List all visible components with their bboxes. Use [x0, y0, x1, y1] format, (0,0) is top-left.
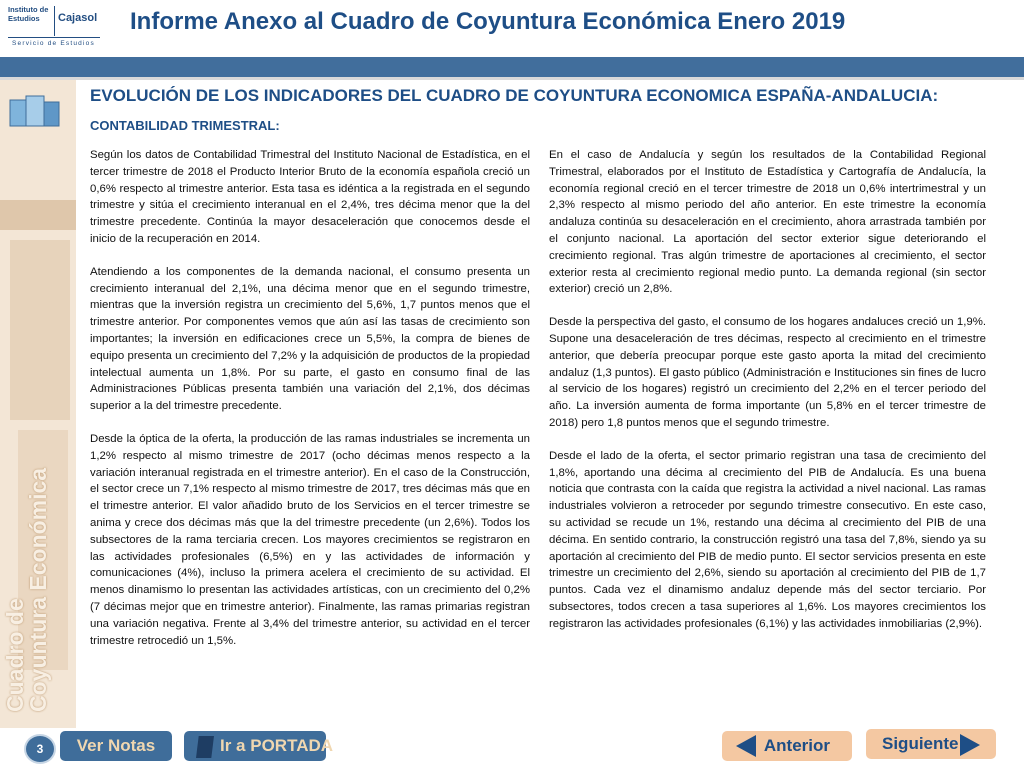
- page-number-badge: 3: [24, 734, 56, 764]
- sidebar-decoration: [0, 200, 76, 230]
- paragraph: En el caso de Andalucía y según los resultados de la Contabilidad Regional Trimestral, elaborados por el Instituto de Estadística y Cartografía de Andalucía, la economía regional creció en el tercer trimestre de 2018 un 0,6% intertrimestral y un 2,3% respecto al mismo periodo del año anterior. En este trimestre la economía andaluza continúa su desaceleración en el crecimiento, ahora arrastrada también por el conjunto nacional. La aportación del sector exterior sigue deteriorando el crecimiento regional. Tras algún trimestre de aportaciones al crecimiento, el sector exterior resta al crecimiento regional medio punto. La demanda regional (sin sector exterior) creció un 2,8%.: [549, 149, 986, 296]
- paragraph: Desde la óptica de la oferta, la producción de las ramas industriales se incrementa un 1,2% respecto al mismo trimestre de 2017 (ocho décimas menos respecto a la variación interanual registrada en el trimestre anterior). En el caso de la Construcción, el sector crece un 7,1% respecto al mismo trimestre de 2017, tres décimas más que en el trimestre anterior. El valor añadido bruto de los Servicios en el tercer trimestre se anima y crece dos décimas más que la del trimestre precedente (un 2,6%). Todos los subsectores de la rama terciaria crecen. Los mayores crecimientos se registraron en las actividades profesionales (6,5%) en y las actividades de información y comunicaciones (4%), incluso la primera acelera el crecimiento de su actividad. El menos dinamismo lo presentan las actividades artísticas, con un crecimiento del 0,2% (7 décimas mejor que en trimestre anterior). Finalmente, las ramas primarias registran una variación negativa. Frente al 3,4% del trimestre anterior, su actividad en el tercer trimestre retrocedió un 1,5%.: [90, 432, 531, 647]
- paragraph: Según los datos de Contabilidad Trimestral del Instituto Nacional de Estadística, en el tercer trimestre de 2018 el Producto Interior Bruto de la economía española creció un 0,6% respecto al trimestre anterior. Esta tasa es idéntica a la registrada en el segundo trimestre y sitúa el crecimiento interanual en el 2,4%, tres décima menor que la del trimestre precedente. Continúa la mayor desaceleración que conocemos desde el inicio de la recuperación en 2014.: [90, 149, 530, 245]
- section-subheading: CONTABILIDAD TRIMESTRAL:: [90, 118, 280, 133]
- logo-brand-text: Cajasol: [58, 12, 98, 24]
- ir-portada-label: Ir a PORTADA: [220, 736, 334, 755]
- books-icon: [8, 90, 62, 130]
- sidebar-vertical-line2: Coyuntura Económica: [25, 467, 51, 712]
- arrow-right-icon: [960, 734, 980, 756]
- section-heading: EVOLUCIÓN DE LOS INDICADORES DEL CUADRO DE COYUNTURA ECONOMICA ESPAÑA-ANDALUCIA:: [90, 86, 939, 105]
- paragraph: Desde la perspectiva del gasto, el consumo de los hogares andaluces creció un 1,9%. Supone una desaceleración de tres décimas, respecto al crecimiento en el trimestre anterior, que debería preocupar porque este gasto aporta la mitad del crecimiento andaluz (1,3 puntos). El gasto público (Administración e Instituciones sin fines de lucro al servicio de los hogares) registró un crecimiento del 2,2% en el tercer periodo del año. La inversión aumenta de forma importante (un 5,8% en el tercer trimestre de 2018) pero 1,8 puntos menos que el segundo trimestre.: [549, 316, 986, 429]
- siguiente-label: Siguiente: [882, 734, 959, 753]
- page-title: Informe Anexo al Cuadro de Coyuntura Económica Enero 2019: [130, 8, 846, 35]
- right-column: [549, 147, 986, 649]
- paragraph: Desde el lado de la oferta, el sector primario registran una tasa de crecimiento del 1,8%, aportando una décima al crecimiento del PIB de Andalucía. Es una buena noticia que contrasta con la caída que registra la actividad a nivel nacional. Las ramas industriales volvieron a retroceder por segundo trimestre consecutivo. En este caso, su actividad se recude un 1%, restando una décima al crecimiento del PIB de una décima. En sentido contrario, la construcción registró una tasa del 7,8%, siendo ya su aportación al crecimiento del PIB de medio punto. El sector servicios presenta en este trimestre un crecimiento del 2,6%, siendo su aportación al crecimiento del PIB de 1,7 puntos. Cada vez el dinamismo andaluz depende más del sector terciario. Por subsectores, todos crecen a tasa superiores al 1,6%. Los mayores crecimientos los registraron las actividades profesionales (6,1%) y las actividades inmobiliarias (2,9%).: [549, 449, 986, 630]
- header-bar: [0, 57, 1024, 77]
- bookmark-icon: [196, 736, 214, 758]
- logo: [8, 6, 100, 50]
- anterior-label: Anterior: [763, 736, 830, 755]
- logo-brand: [58, 12, 97, 24]
- sidebar-vertical-line1: Cuadro de: [2, 598, 28, 712]
- paragraph: Atendiendo a los componentes de la demanda nacional, el consumo presenta un crecimiento interanual del 2,1%, una décima menor que en el segundo trimestre, mientras que la inversión registra un crecimiento del 5,6%, 1,7 puntos menos que el trimestre anterior. Por componentes vemos que aún así las tasas de crecimiento son importantes; la inversión en edificaciones crece un 5,5%, la compra de bienes de equipo presenta un crecimiento del 7,2% y la adquisición de productos de la propiedad intelectual aumenta un 1,8%. Por su parte, el gasto en consumo final de las Administraciones Públicas presenta también una variación del 2,1%, dos décimas superior a la del trimestre precedente.: [90, 265, 530, 413]
- logo-separator: [54, 6, 55, 36]
- header-bar-shadow: [0, 77, 1024, 80]
- logo-underline: [8, 37, 100, 38]
- sidebar-vertical-title: [4, 468, 50, 712]
- logo-service-text: Servicio de Estudios: [12, 40, 95, 47]
- arrow-left-icon: [736, 735, 756, 757]
- logo-institute-text: Instituto de Estudios: [8, 5, 49, 23]
- ver-notas-button[interactable]: Ver Notas: [60, 731, 172, 761]
- left-column: [90, 147, 530, 665]
- sidebar-decoration: [10, 240, 70, 420]
